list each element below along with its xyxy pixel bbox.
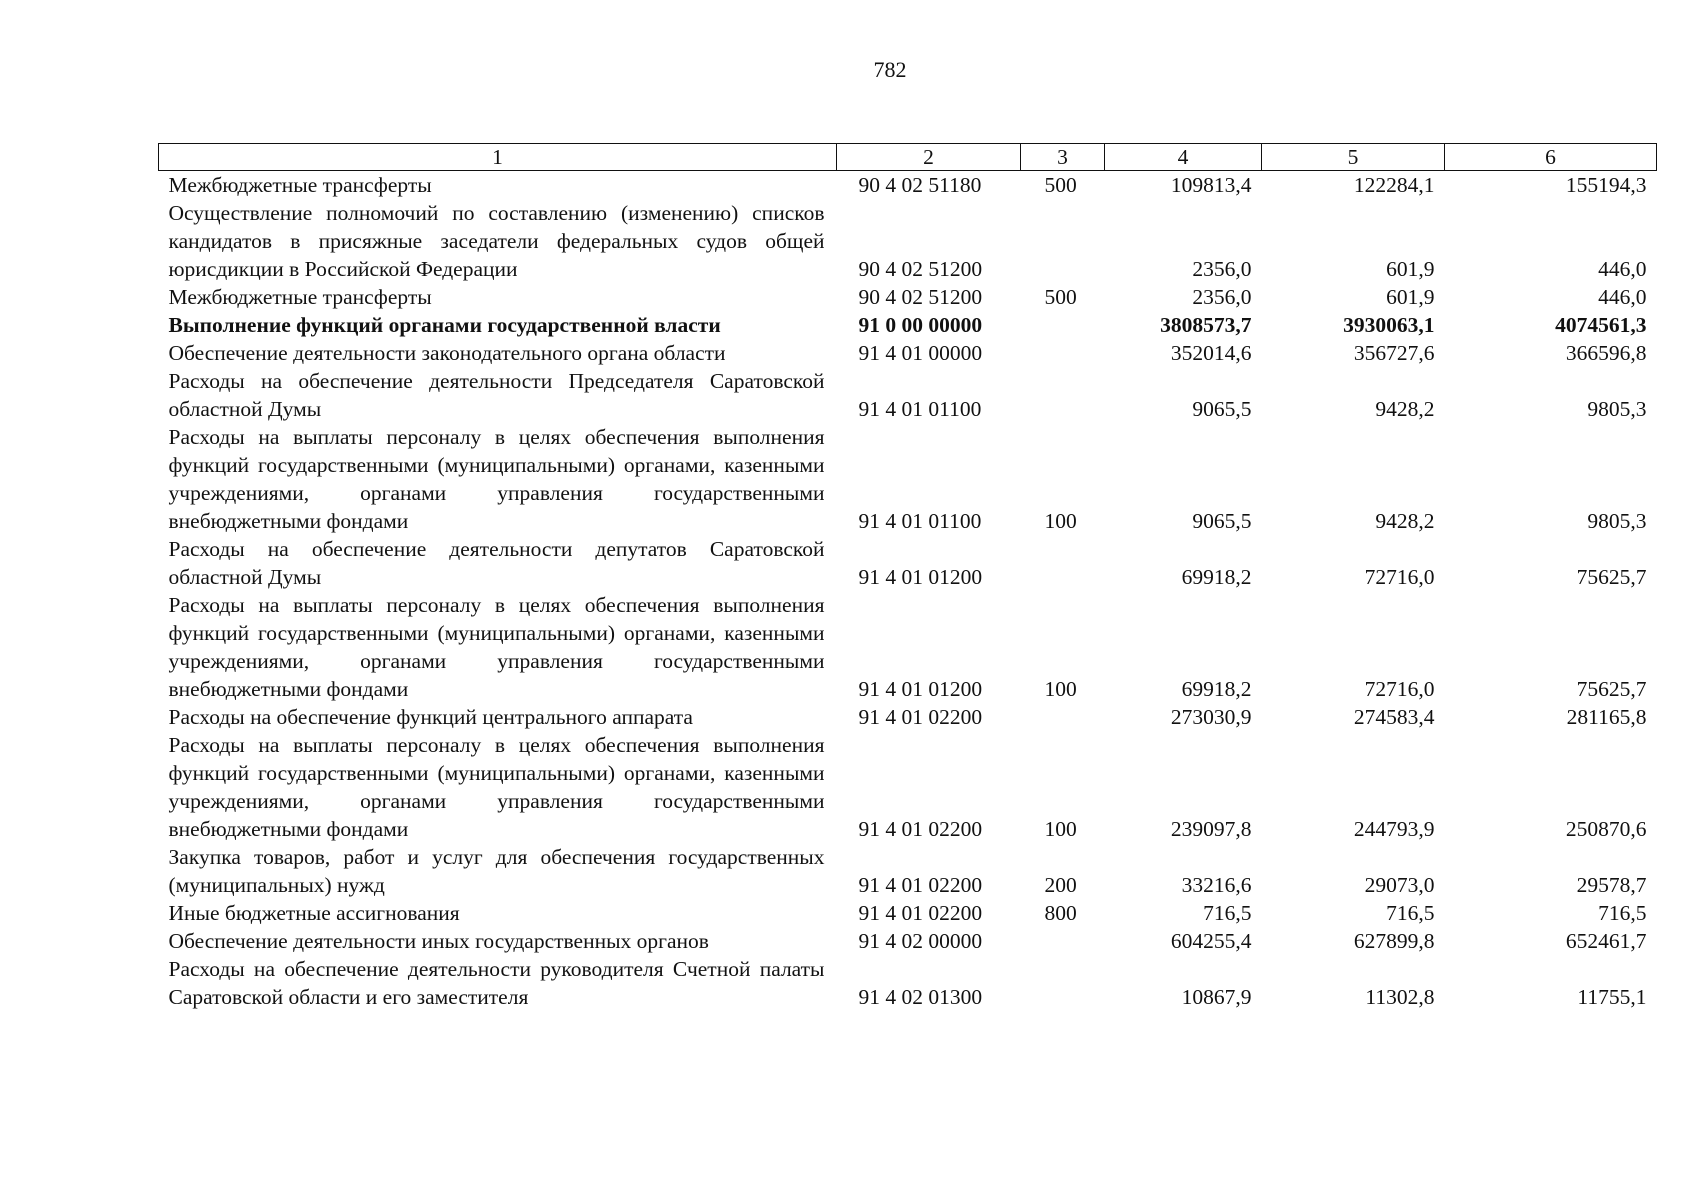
page-number: 782 [873, 57, 907, 82]
row-value-col4: 352014,6 [1170, 341, 1252, 365]
row-value-col4: 109813,4 [1170, 173, 1252, 197]
row-expense-type [1021, 367, 1105, 423]
row-name: Расходы на обеспечение деятельности Председателя Саратовской областной Думы [168, 369, 825, 421]
table-row [159, 283, 1657, 311]
row-expense-type: 800 [1044, 901, 1077, 925]
row-expense-type [1021, 199, 1105, 283]
row-value-col4: 9065,5 [1192, 397, 1252, 421]
row-value-col5: 244793,9 [1353, 817, 1435, 841]
row-name: Обеспечение деятельности законодательного органа области [168, 341, 726, 365]
row-value-col6: 75625,7 [1576, 565, 1647, 589]
header-col-1: 1 [159, 144, 837, 171]
row-code: 91 0 00 00000 [858, 313, 983, 337]
row-code: 91 4 01 02200 [858, 901, 983, 925]
row-expense-type: 100 [1044, 677, 1077, 701]
table-row [159, 703, 1657, 731]
row-name: Расходы на обеспечение функций центрального аппарата [168, 705, 693, 729]
header-row [159, 144, 1657, 171]
row-value-col4: 2356,0 [1192, 257, 1252, 281]
row-value-col4: 273030,9 [1170, 705, 1252, 729]
header-col-2: 2 [837, 144, 1021, 171]
row-expense-type: 100 [1044, 509, 1077, 533]
row-expense-type: 500 [1044, 285, 1077, 309]
row-value-col6: 446,0 [1598, 285, 1647, 309]
row-expense-type: 200 [1044, 873, 1077, 897]
table-row [159, 171, 1657, 200]
row-code: 91 4 01 02200 [858, 705, 983, 729]
row-value-col6: 11755,1 [1577, 985, 1647, 1009]
row-value-col6: 250870,6 [1565, 817, 1647, 841]
row-name: Обеспечение деятельности иных государственных органов [168, 929, 709, 953]
row-name: Межбюджетные трансферты [168, 173, 432, 197]
table-row [159, 367, 1657, 423]
row-value-col6: 281165,8 [1566, 705, 1647, 729]
row-value-col4: 716,5 [1203, 901, 1252, 925]
row-value-col6: 716,5 [1598, 901, 1647, 925]
row-code: 91 4 01 01100 [858, 397, 982, 421]
row-value-col4: 239097,8 [1170, 817, 1252, 841]
table-row [159, 199, 1657, 283]
table-row [159, 535, 1657, 591]
row-value-col6: 4074561,3 [1555, 313, 1647, 337]
row-value-col5: 72716,0 [1364, 677, 1435, 701]
row-name: Расходы на выплаты персоналу в целях обеспечения выполнения функций государственными (муниципальными) органами, казенными учреждениями, органами управления государственными внебюджетными фондами [168, 733, 825, 841]
row-value-col5: 11302,8 [1365, 985, 1435, 1009]
row-value-col6: 75625,7 [1576, 677, 1647, 701]
row-code: 91 4 01 00000 [858, 341, 983, 365]
table-row [159, 955, 1657, 1011]
row-name: Расходы на обеспечение деятельности депутатов Саратовской областной Думы [168, 537, 825, 589]
row-expense-type [1021, 955, 1105, 1011]
row-code: 91 4 01 01100 [858, 509, 982, 533]
row-expense-type [1021, 311, 1105, 339]
table-row [159, 731, 1657, 843]
row-value-col5: 601,9 [1386, 257, 1435, 281]
row-code: 91 4 02 00000 [858, 929, 983, 953]
row-value-col5: 601,9 [1386, 285, 1435, 309]
row-value-col4: 69918,2 [1181, 565, 1252, 589]
row-value-col5: 3930063,1 [1343, 313, 1435, 337]
row-value-col5: 356727,6 [1353, 341, 1435, 365]
row-value-col6: 9805,3 [1587, 509, 1647, 533]
row-value-col4: 2356,0 [1192, 285, 1252, 309]
table-row [159, 311, 1657, 339]
row-code: 91 4 02 01300 [858, 985, 983, 1009]
row-value-col6: 9805,3 [1587, 397, 1647, 421]
row-value-col6: 155194,3 [1565, 173, 1647, 197]
row-code: 90 4 02 51200 [858, 285, 983, 309]
row-value-col5: 29073,0 [1364, 873, 1435, 897]
row-value-col5: 122284,1 [1353, 173, 1435, 197]
row-name: Расходы на выплаты персоналу в целях обеспечения выполнения функций государственными (муниципальными) органами, казенными учреждениями, органами управления государственными внебюджетными фондами [168, 593, 825, 701]
row-name: Закупка товаров, работ и услуг для обеспечения государственных (муниципальных) нужд [168, 845, 825, 897]
row-expense-type [1021, 535, 1105, 591]
row-value-col4: 604255,4 [1170, 929, 1252, 953]
table-row [159, 899, 1657, 927]
row-code: 91 4 01 02200 [858, 817, 983, 841]
budget-table [158, 143, 1657, 1011]
row-expense-type [1021, 927, 1105, 955]
table-row [159, 339, 1657, 367]
row-code: 90 4 02 51200 [858, 257, 983, 281]
row-value-col4: 3808573,7 [1160, 313, 1252, 337]
row-value-col5: 716,5 [1386, 901, 1435, 925]
row-name: Осуществление полномочий по составлению (изменению) списков кандидатов в присяжные заседатели федеральных судов общей юрисдикции в Российской Федерации [168, 201, 825, 281]
row-code: 91 4 01 01200 [858, 677, 983, 701]
row-name: Межбюджетные трансферты [168, 285, 432, 309]
header-col-4: 4 [1105, 144, 1262, 171]
header-col-3: 3 [1021, 144, 1105, 171]
row-code: 91 4 01 01200 [858, 565, 983, 589]
table-header [159, 144, 1657, 171]
row-value-col6: 366596,8 [1565, 341, 1647, 365]
row-value-col6: 652461,7 [1565, 929, 1647, 953]
row-value-col4: 69918,2 [1181, 677, 1252, 701]
header-col-5: 5 [1262, 144, 1445, 171]
row-name: Иные бюджетные ассигнования [168, 901, 460, 925]
row-name: Расходы на выплаты персоналу в целях обеспечения выполнения функций государственными (муниципальными) органами, казенными учреждениями, органами управления государственными внебюджетными фондами [168, 425, 825, 533]
header-col-6: 6 [1445, 144, 1657, 171]
row-expense-type [1021, 339, 1105, 367]
row-value-col6: 29578,7 [1576, 873, 1647, 897]
table-row [159, 927, 1657, 955]
row-name: Расходы на обеспечение деятельности руководителя Счетной палаты Саратовской области и его заместителя [168, 957, 825, 1009]
table-row [159, 843, 1657, 899]
row-value-col5: 9428,2 [1375, 397, 1435, 421]
table-body [159, 171, 1657, 1012]
row-value-col4: 33216,6 [1181, 873, 1252, 897]
row-value-col4: 9065,5 [1192, 509, 1252, 533]
row-expense-type [1021, 703, 1105, 731]
row-value-col5: 627899,8 [1353, 929, 1435, 953]
row-value-col6: 446,0 [1598, 257, 1647, 281]
table-row [159, 591, 1657, 703]
row-name: Выполнение функций органами государственной власти [168, 313, 721, 337]
row-value-col5: 274583,4 [1353, 705, 1435, 729]
row-expense-type: 500 [1044, 173, 1077, 197]
row-value-col5: 9428,2 [1375, 509, 1435, 533]
row-value-col4: 10867,9 [1181, 985, 1252, 1009]
row-code: 90 4 02 51180 [858, 173, 982, 197]
table-row [159, 423, 1657, 535]
row-value-col5: 72716,0 [1364, 565, 1435, 589]
row-expense-type: 100 [1044, 817, 1077, 841]
row-code: 91 4 01 02200 [858, 873, 983, 897]
